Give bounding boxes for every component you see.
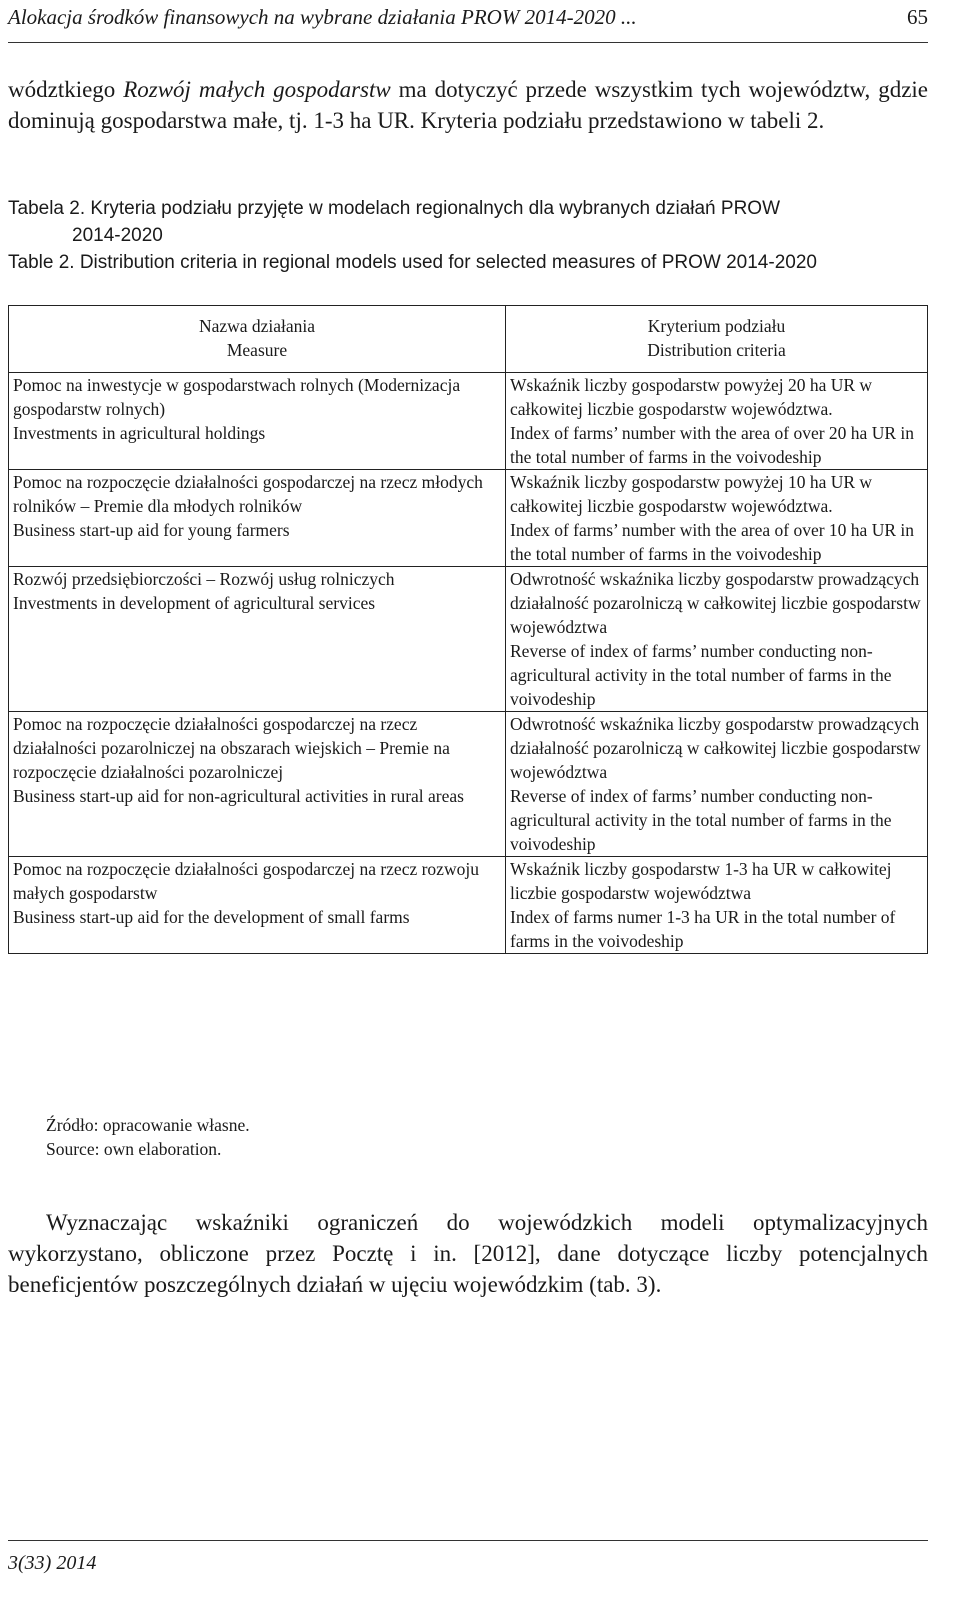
criteria-en: Reverse of index of farms’ number conducting non-agricultural activity in the total number of farms in the voivodeship <box>510 641 892 709</box>
table-source <box>46 1113 250 1161</box>
measure-pl: Pomoc na inwestycje w gospodarstwach rolnych (Modernizacja gospodarstw rolnych) <box>13 375 461 419</box>
table-row <box>9 857 928 954</box>
measure-en: Business start-up aid for the development of small farms <box>13 907 410 927</box>
measure-cell <box>9 567 506 712</box>
criteria-cell <box>506 470 928 567</box>
table-header-row <box>9 306 928 373</box>
measure-cell <box>9 470 506 567</box>
measure-pl: Pomoc na rozpoczęcie działalności gospodarczej na rzecz działalności pozarolniczej na obszarach wiejskich – Premie na rozpoczęcie działalności pozarolniczej <box>13 714 450 782</box>
source-en: Source: own elaboration. <box>46 1139 222 1159</box>
table-caption-pl <box>8 195 928 249</box>
criteria-cell <box>506 373 928 470</box>
running-header <box>8 0 928 43</box>
measure-cell <box>9 857 506 954</box>
header-measure-en: Measure <box>226 340 288 360</box>
measure-cell <box>9 712 506 857</box>
table-row <box>9 712 928 857</box>
header-criteria-en: Distribution criteria <box>647 340 786 360</box>
criteria-table <box>8 305 928 954</box>
intro-text-2: ma dotyczyć przede wszystkim tych województw, gdzie dominują gospodarstwa małe, tj. 1-3 ha UR. Kryteria podziału przedstawiono w tabeli 2. <box>8 77 929 133</box>
caption-pl-line2: 2014-2020 <box>72 225 163 246</box>
table-row <box>9 567 928 712</box>
caption-pl-line1: Tabela 2. Kryteria podziału przyjęte w modelach regionalnych dla wybranych działań PROW <box>8 198 780 219</box>
measure-cell <box>9 373 506 470</box>
header-criteria <box>506 306 928 373</box>
criteria-pl: Odwrotność wskaźnika liczby gospodarstw prowadzących działalność pozarolniczą w całkowitej liczbie gospodarstw województwa <box>510 714 921 782</box>
measure-pl: Rozwój przedsiębiorczości – Rozwój usług rolniczych <box>13 569 395 589</box>
criteria-pl: Wskaźnik liczby gospodarstw powyżej 10 ha UR w całkowitej liczbie gospodarstw województwa. <box>510 472 873 516</box>
measure-en: Investments in agricultural holdings <box>13 423 266 443</box>
intro-paragraph <box>8 74 928 136</box>
running-title: Alokacja środków finansowych na wybrane działania PROW 2014-2020 ... <box>8 5 637 29</box>
page-number: 65 <box>907 5 928 29</box>
header-criteria-pl: Kryterium podziału <box>647 316 786 336</box>
measure-en: Business start-up aid for non-agricultural activities in rural areas <box>13 786 464 806</box>
criteria-en: Index of farms’ number with the area of over 20 ha UR in the total number of farms in the voivodeship <box>510 423 914 467</box>
header-measure <box>9 306 506 373</box>
measure-pl: Pomoc na rozpoczęcie działalności gospodarczej na rzecz rozwoju małych gospodarstw <box>13 859 479 903</box>
measure-en: Business start-up aid for young farmers <box>13 520 290 540</box>
criteria-pl: Wskaźnik liczby gospodarstw powyżej 20 ha UR w całkowitej liczbie gospodarstw województwa. <box>510 375 873 419</box>
criteria-cell <box>506 567 928 712</box>
issue-number: 3(33) 2014 <box>8 1552 97 1574</box>
criteria-en: Index of farms numer 1-3 ha UR in the total number of farms in the voivodeship <box>510 907 896 951</box>
criteria-pl: Wskaźnik liczby gospodarstw 1-3 ha UR w całkowitej liczbie gospodarstw województwa <box>510 859 892 903</box>
header-measure-pl: Nazwa działania <box>198 316 316 336</box>
closing-paragraph: Wyznaczając wskaźniki ograniczeń do wojewódzkich modeli optymalizacyjnych wykorzystano, obliczone przez Pocztę i in. [2012], dane dotyczące liczby potencjalnych beneficjentów poszczególnych działań w ujęciu wojewódzkim (tab. 3). <box>8 1210 928 1297</box>
table-row <box>9 373 928 470</box>
intro-text-1: wództkiego <box>8 77 124 102</box>
page-footer <box>8 1540 928 1574</box>
measure-pl: Pomoc na rozpoczęcie działalności gospodarczej na rzecz młodych rolników – Premie dla młodych rolników <box>13 472 483 516</box>
criteria-cell <box>506 857 928 954</box>
table-row <box>9 470 928 567</box>
measure-en: Investments in development of agricultural services <box>13 593 376 613</box>
criteria-en: Reverse of index of farms’ number conducting non-agricultural activity in the total number of farms in the voivodeship <box>510 786 892 854</box>
source-pl: Źródło: opracowanie własne. <box>46 1115 250 1135</box>
table-caption-en: Table 2. Distribution criteria in regional models used for selected measures of PROW 2014-2020 <box>8 252 817 273</box>
intro-italic: Rozwój małych gospodarstw <box>123 77 391 102</box>
criteria-pl: Odwrotność wskaźnika liczby gospodarstw prowadzących działalność pozarolniczą w całkowitej liczbie gospodarstw województwa <box>510 569 921 637</box>
criteria-en: Index of farms’ number with the area of over 10 ha UR in the total number of farms in the voivodeship <box>510 520 914 564</box>
criteria-cell <box>506 712 928 857</box>
